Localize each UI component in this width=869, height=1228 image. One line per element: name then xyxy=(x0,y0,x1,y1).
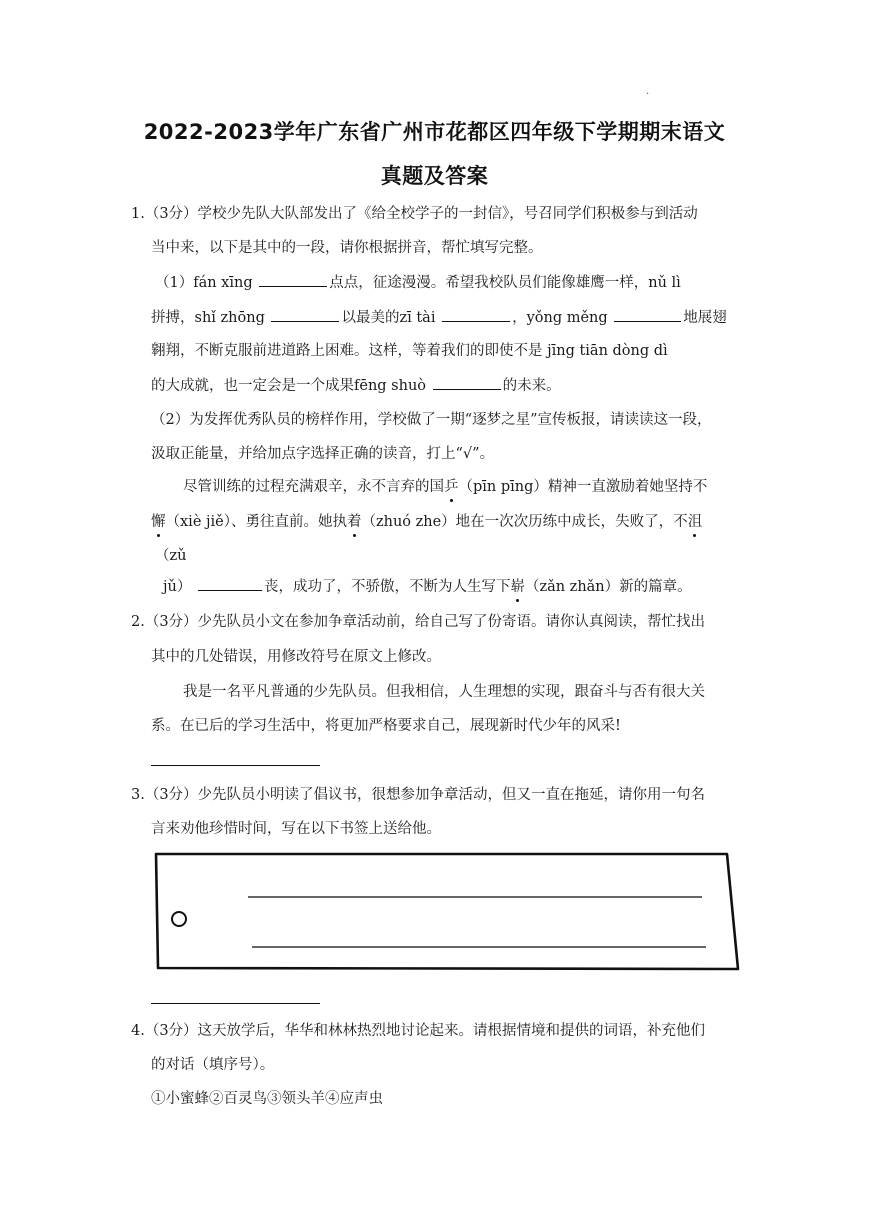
q1-reading-line3: （zǔ xyxy=(155,548,187,564)
text: （xiè jiě）、勇往直前。她执 xyxy=(165,514,347,530)
text: ，yǒng měng xyxy=(512,310,608,326)
answer-blank-shizhong[interactable] xyxy=(271,307,339,322)
bookmark-drawing xyxy=(150,848,742,976)
text: （zhuó zhe）地在一次次历练中成长，失败了，不 xyxy=(361,514,688,530)
q2-intro-line2: 其中的几处错误，用修改符号在原文上修改。 xyxy=(151,649,441,665)
q3-intro-line1: 3.（3分）少先队员小明读了倡议书，很想参加争章活动，但又一直在拖延，请你用一句名 xyxy=(131,787,706,803)
q3-intro-line2: 言来劝他珍惜时间，写在以下书签上送给他。 xyxy=(151,821,441,837)
q1-part1-line3: 翱翔，不断克服前进道路上困难。这样，等着我们的即使不是 jīng tiān dòng dì xyxy=(151,343,668,359)
answer-blank-ju[interactable] xyxy=(198,576,262,591)
q1-reading-line2 xyxy=(151,512,702,532)
bookmark-hole-icon xyxy=(172,912,186,926)
q1-part1-line2 xyxy=(151,307,727,328)
text: 拼搏，shǐ zhōng xyxy=(151,310,265,326)
q4-options: ①小蜜蜂②百灵鸟③领头羊④应声虫 xyxy=(151,1091,383,1107)
text: （1）fán xīng xyxy=(155,275,253,291)
q1-intro-line1: 1.（3分）学校少先队大队部发出了《给全校学子的一封信》，号召同学们积极参与到活动 xyxy=(131,206,698,222)
q2-text-line2: 系。在已后的学习生活中，将更加严格要求自己，展现新时代少年的风采! xyxy=(151,718,621,734)
q2-intro-line1: 2.（3分）少先队员小文在参加争章活动前，给自己写了份寄语。请你认真阅读，帮忙找出 xyxy=(131,614,706,630)
answer-blank-zitai[interactable] xyxy=(442,307,510,322)
q1-part2-line1: （2）为发挥优秀队员的榜样作用，学校做了一期“逐梦之星”宣传板报，请读读这一段， xyxy=(151,412,712,428)
page-title: 2022-2023学年广东省广州市花都区四年级下学期期末语文 xyxy=(143,120,726,144)
answer-blank-fanxing[interactable] xyxy=(259,272,327,287)
answer-line[interactable] xyxy=(151,1003,320,1004)
q1-reading-line1 xyxy=(183,477,707,497)
text: 尽管训练的过程充满艰辛，永不言弃的国 xyxy=(183,479,444,495)
q1-part2-line2: 汲取正能量，并给加点字选择正确的读音，打上“√”。 xyxy=(151,446,495,462)
page-subtitle: 真题及答案 xyxy=(380,164,489,188)
text: jǔ） xyxy=(163,579,192,595)
text: （pīn pīng）精神一直激励着她坚持不 xyxy=(458,479,708,495)
bookmark-outline xyxy=(156,854,738,969)
dotted-char: 着 xyxy=(346,514,362,530)
answer-blank-fengshuo[interactable] xyxy=(433,375,501,390)
q1-part1-line1 xyxy=(155,272,681,293)
text: 的未来。 xyxy=(502,378,561,394)
dotted-char: 懈 xyxy=(151,514,166,530)
dotted-char: 崭 xyxy=(510,579,525,595)
text: 地展翅 xyxy=(683,310,727,326)
q1-part1-line4 xyxy=(151,375,561,396)
text: 点点，征途漫漫。希望我校队员们能像雄鹰一样，nǔ lì xyxy=(329,275,681,291)
text: 丧，成功了，不骄傲，不断为人生写下 xyxy=(263,579,511,595)
q4-intro-line2: 的对话（填序号）。 xyxy=(151,1057,275,1073)
q1-intro-line2: 当中来，以下是其中的一段，请你根据拼音，帮忙填写完整。 xyxy=(151,240,543,256)
dotted-char: 沮 xyxy=(687,514,703,530)
answer-line[interactable] xyxy=(151,765,320,766)
q1-reading-line4 xyxy=(163,576,692,597)
q4-intro-line1: 4.（3分）这天放学后，华华和林林热烈地讨论起来。请根据情境和提供的词语，补充他们 xyxy=(131,1023,706,1039)
text: 的大成就，也一定会是一个成果fēng shuò xyxy=(151,378,427,394)
text: （zǎn zhǎn）新的篇章。 xyxy=(524,579,692,595)
dotted-char: 乒 xyxy=(444,479,459,495)
q2-text-line1: 我是一名平凡普通的少先队员。但我相信，人生理想的实现，跟奋斗与否有很大关 xyxy=(183,684,705,700)
answer-blank-yongmeng[interactable] xyxy=(614,307,681,322)
text: 以最美的zī tài xyxy=(341,310,436,326)
corner-mark: . xyxy=(646,86,650,97)
